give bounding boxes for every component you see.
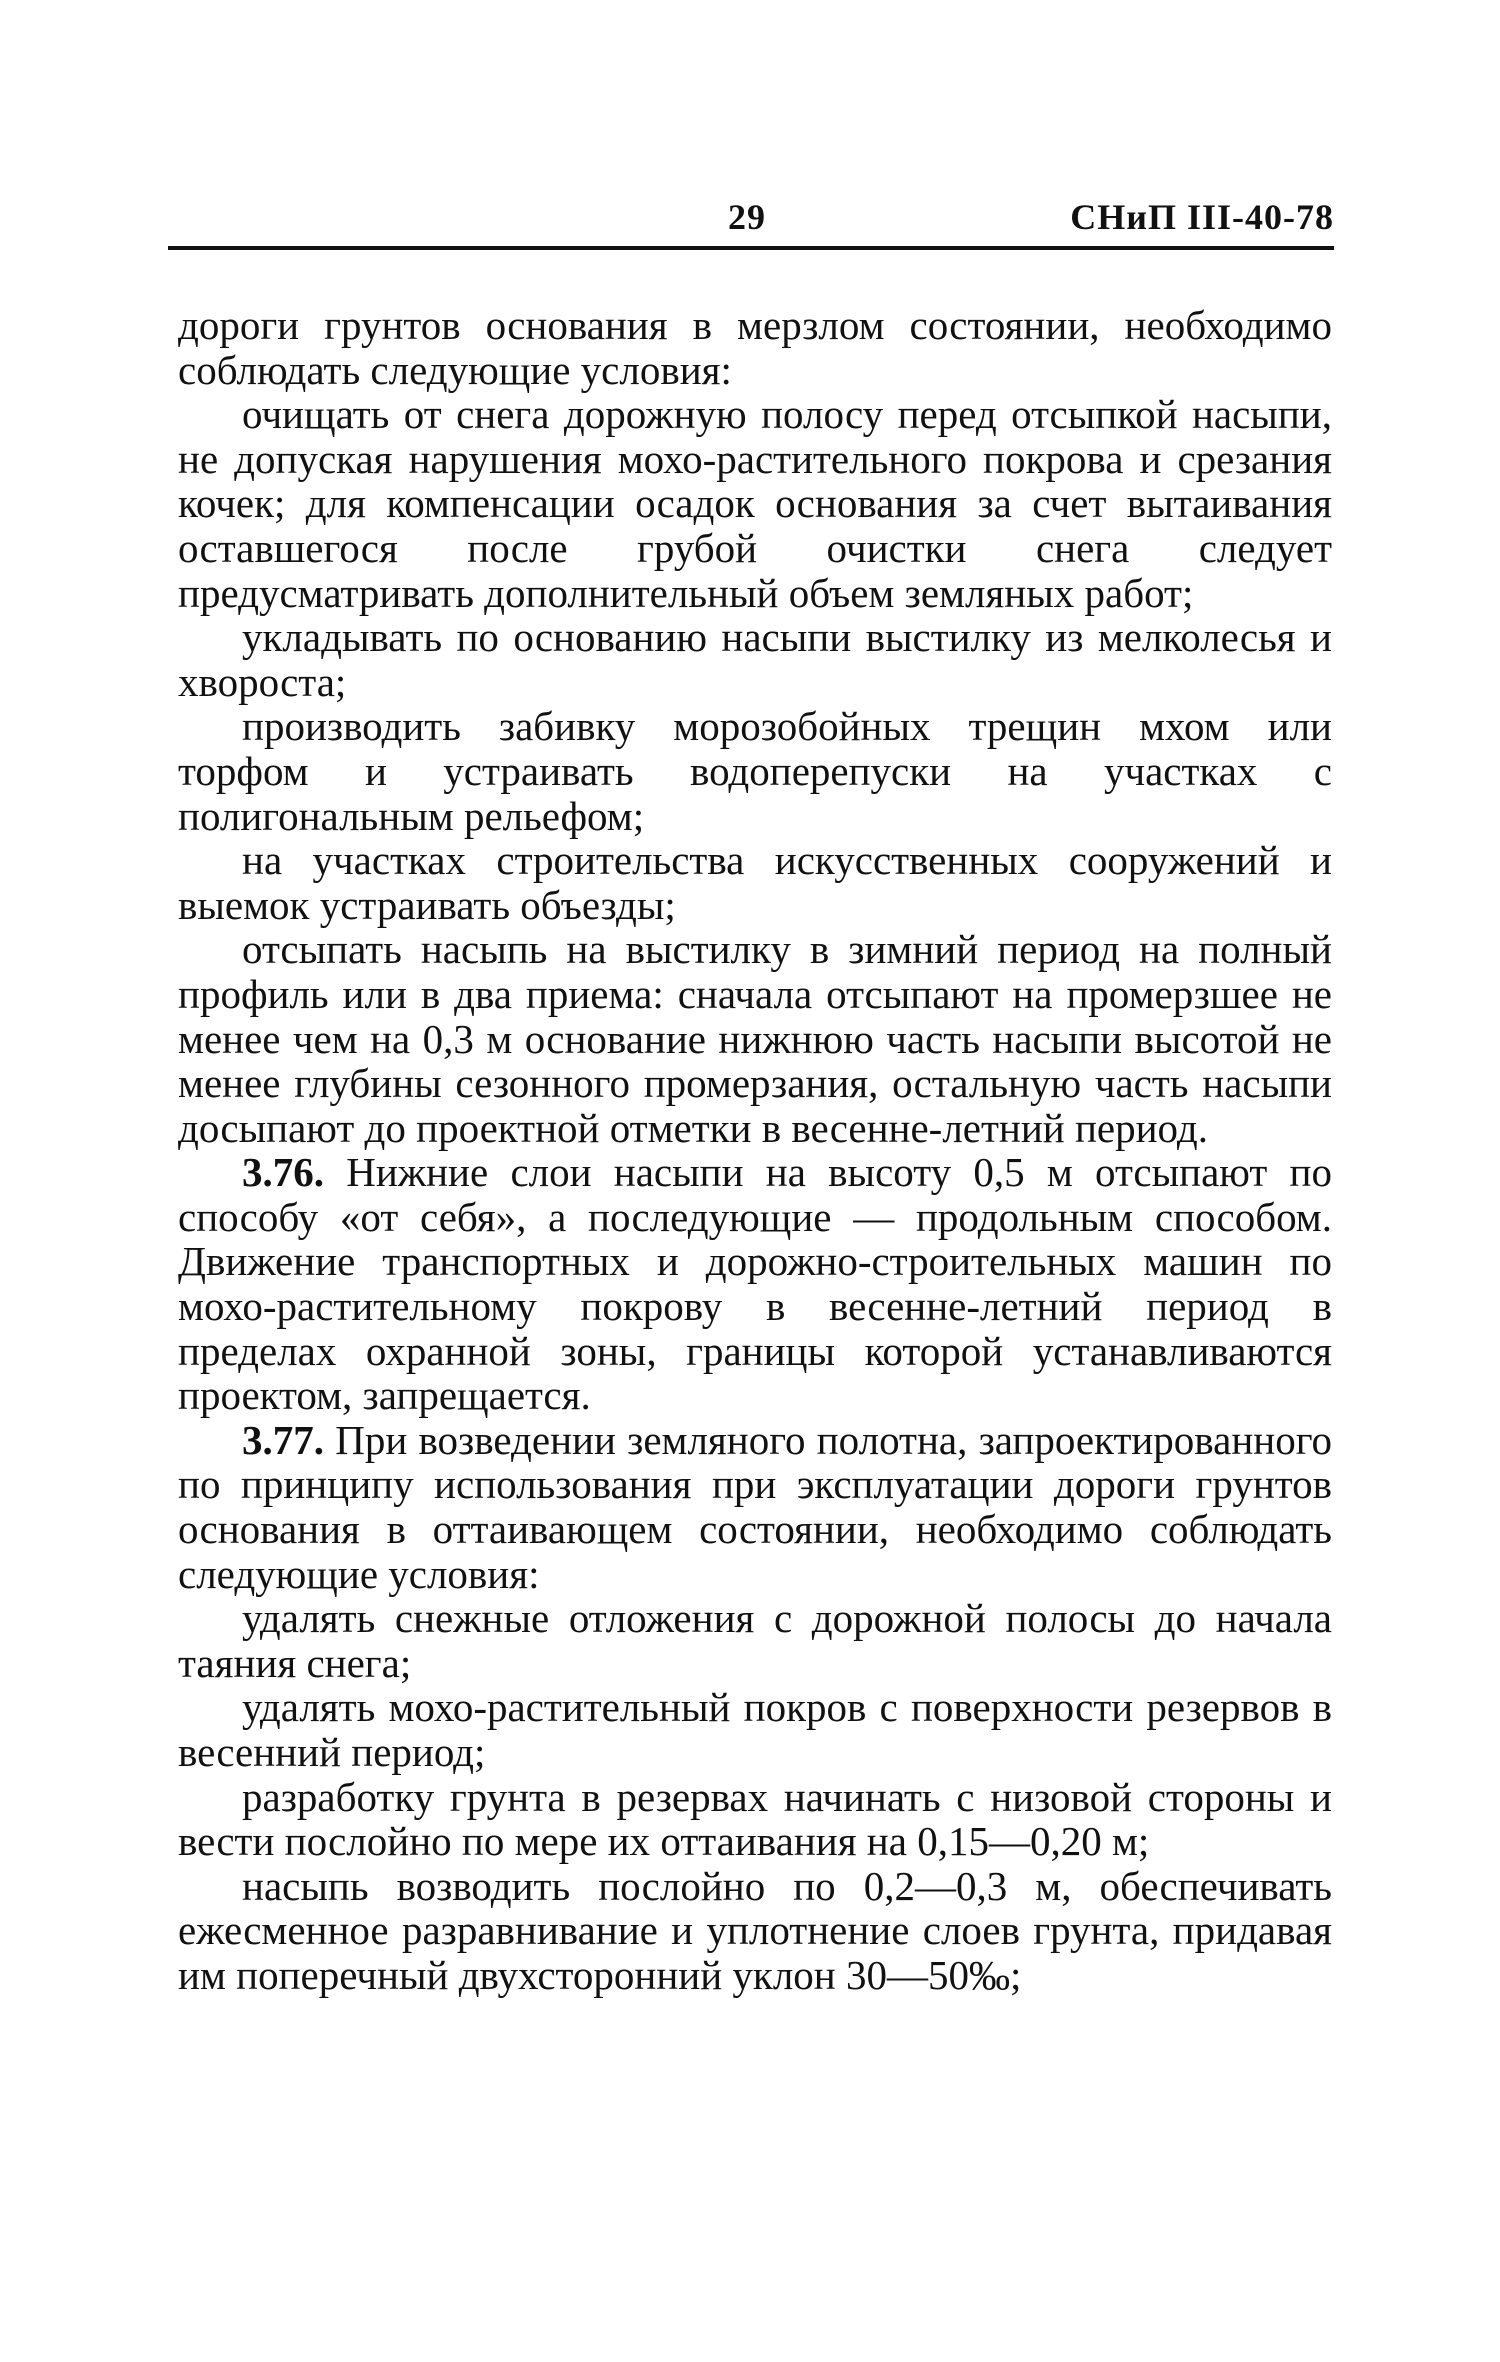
paragraph-text: очищать от снега дорожную полосу перед отсыпкой насыпи, не допуская нарушения мохо-растительного покрова и срезания кочек; для компенсации осадок основания за счет вытаивания оставшегося после грубой очистки снега следует предусматривать дополнительный объем земляных работ; (178, 391, 1332, 616)
paragraph-text: Нижние слои насыпи на высоту 0,5 м отсыпают по способу «от себя», а последующие — продольным способом. Движение транспортных и дорожно-строительных машин по мохо-растительному покрову в весенне-летний период в пределах охранной зоны, границы которой устанавливаются проектом, запрещается. (178, 1149, 1332, 1419)
paragraph-text: отсыпать насыпь на выстилку в зимний период на полный профиль или в два приема: сначала отсыпают на промерзшее не менее чем на 0,3 м основание нижнюю часть насыпи высотой не менее глубины сезонного промерзания, остальную часть насыпи досыпают до проектной отметки в весенне-летний период. (178, 926, 1332, 1151)
header-rule (168, 246, 1334, 250)
list-item (178, 1596, 1332, 1685)
paragraph-text: укладывать по основанию насыпи выстилку из мелколесья и хвороста; (178, 614, 1332, 705)
clause-3-77 (178, 1418, 1332, 1596)
paragraph-text: удалять снежные отложения с дорожной полосы до начала таяния снега; (178, 1595, 1332, 1686)
clause-number: 3.76. (242, 1149, 324, 1196)
list-item (178, 615, 1332, 704)
paragraph-text: При возведении земляного полотна, запроектированного по принципу использования при эксплуатации дороги грунтов основания в оттаивающем состоянии, необходимо соблюдать следующие условия: (178, 1416, 1332, 1597)
paragraph-text: на участках строительства искусственных сооружений и выемок устраивать объезды; (178, 837, 1332, 928)
clause-number: 3.77. (242, 1416, 324, 1463)
list-item (178, 392, 1332, 615)
page-number: 29 (728, 197, 766, 237)
document-code: СНиП III-40-78 (1070, 197, 1334, 237)
body-text (178, 303, 1332, 1998)
paragraph-continuation (178, 303, 1332, 392)
list-item (178, 927, 1332, 1150)
paragraph-text: насыпь возводить послойно по 0,2—0,3 м, обеспечивать ежесменное разравнивание и уплотнение слоев грунта, придавая им поперечный двухсторонний уклон 30—50‰; (178, 1862, 1332, 1998)
list-item (178, 1864, 1332, 1998)
list-item (178, 838, 1332, 927)
list-item (178, 1685, 1332, 1774)
paragraph-text: дороги грунтов основания в мерзлом состоянии, необходимо соблюдать следующие условия: (178, 302, 1332, 393)
list-item (178, 1775, 1332, 1864)
clause-3-76 (178, 1150, 1332, 1418)
paragraph-text: производить забивку морозобойных трещин мхом или торфом и устраивать водоперепуски на участках с полигональным рельефом; (178, 703, 1332, 839)
paragraph-text: разработку грунта в резервах начинать с низовой стороны и вести послойно по мере их оттаивания на 0,15—0,20 м; (178, 1773, 1332, 1865)
list-item (178, 704, 1332, 838)
paragraph-text: удалять мохо-растительный покров с поверхности резервов в весенний период; (178, 1684, 1332, 1775)
